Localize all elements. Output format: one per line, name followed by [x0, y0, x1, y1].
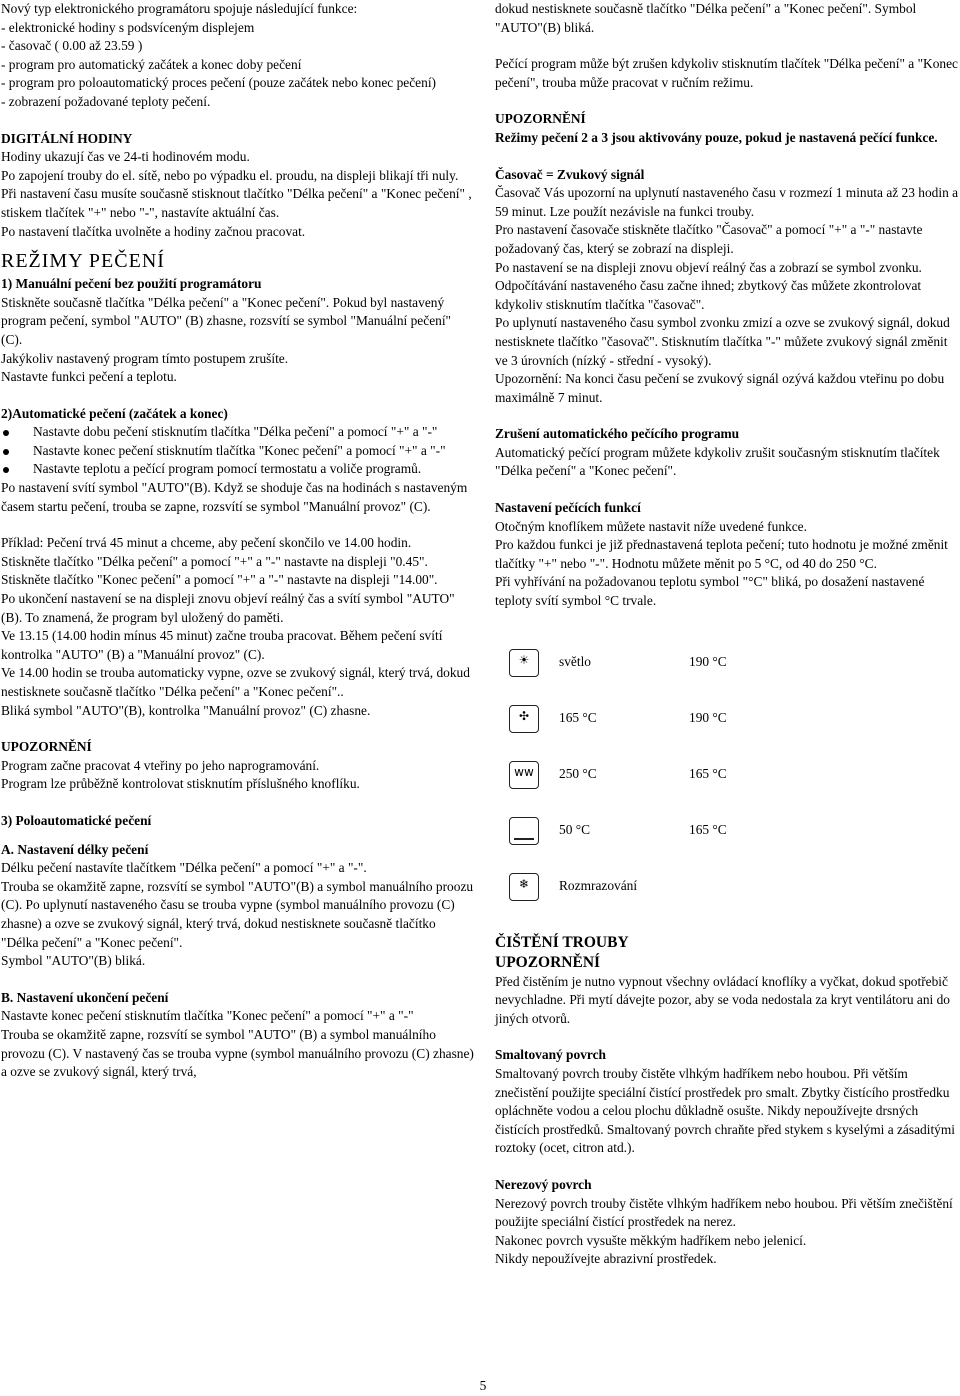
cancel-note-paragraph: Pečící program může být zrušen kdykoliv stisknutím tlačítek "Délka pečení" a "Konec pečení", trouba může pracovat v ručním režimu.	[495, 56, 958, 90]
manual-paragraph: Stiskněte současně tlačítka "Délka pečení" a "Konec pečení". Pokud byl nastavený program pečení, symbol "AUTO" (B) zhasne, rozsvítí se symbol "Manuální pečení" (C).	[1, 294, 452, 347]
timer-paragraph: Po nastavení se na displeji znovu objeví reálný čas a zobrazí se symbol zvonku.	[495, 259, 922, 275]
semi-auto-title: 3) Poloautomatické pečení	[1, 812, 152, 828]
intro-line: - program pro poloautomatický proces pečení (pouze začátek nebo konec pečení)	[1, 75, 436, 91]
timer-title: Časovač = Zvukový signál	[495, 166, 645, 182]
end-time-paragraph: Nastavte konec pečení stisknutím tlačítka "Konec pečení" a pomocí "+" a "-"	[1, 1008, 414, 1024]
intro-line: Nový typ elektronického programátoru spojuje následující funkce:	[1, 1, 358, 16]
example-paragraph: Po ukončení nastavení se na displeji znovu objeví reálný čas a svítí symbol "AUTO"(B). To znamená, že program byl uložený do paměti.	[1, 591, 455, 625]
manual-title: 1) Manuální pečení bez použití programátoru	[1, 276, 262, 292]
function-name: světlo	[559, 654, 591, 670]
timer-paragraph: Časovač Vás upozorní na uplynutí nastaveného času v rozmezí 1 minuta až 23 hodin a 59 minut. Lze použít nezávisle na funkci trouby.	[495, 185, 959, 219]
clock-heading: DIGITÁLNÍ HODINY	[1, 130, 133, 146]
example-paragraph: Stiskněte tlačítko "Konec pečení" a pomocí "+" a "-" nastavte na displeji "14.00".	[1, 572, 438, 588]
right-column	[495, 0, 959, 1269]
function-name: Rozmrazování	[559, 878, 638, 894]
function-temperature: 165 °C	[689, 822, 727, 838]
auto-paragraph: Po nastavení svítí symbol "AUTO"(B). Když se shoduje čas na hodinách s nastaveným časem startu pečení, trouba se zapne, rozsvítí se symbol "Manuální provoz" (C).	[1, 480, 468, 514]
light-icon: ☀	[509, 649, 539, 677]
clock-paragraph: Hodiny ukazují čas ve 24-ti hodinovém modu.	[1, 149, 250, 165]
intro-line: - časovač ( 0.00 až 23.59 )	[1, 38, 143, 54]
warning-title: UPOZORNĚNÍ	[495, 111, 586, 127]
duration-paragraph: Symbol "AUTO"(B) bliká.	[1, 953, 146, 969]
intro-line: - zobrazení požadované teploty pečení.	[1, 93, 211, 109]
left-column	[1, 0, 475, 1082]
timer-paragraph: Po uplynutí nastaveného času symbol zvonku zmizí a ozve se zvukový signál, dokud nestisknete tlačítko "časovač". Stisknutím tlačítka "-" můžete zvukový signál změnit ve 3 úrovních (nízký - střední - vysoký).	[495, 315, 950, 368]
timer-paragraph: Odpočítávání nastaveného času začne ihned; zbytkový čas můžete zkontrolovat kdykoliv stisknutím tlačítka "časovač".	[495, 278, 922, 312]
intro-line: - program pro automatický začátek a konec doby pečení	[1, 56, 302, 72]
auto-steps-list	[1, 423, 475, 479]
enamel-paragraph: Smaltovaný povrch trouby čistěte vlhkým hadříkem nebo houbou. Při větším znečistění použijte speciální čistící prostředek pro smalt. Zbytky čistícího prostředku opláchněte vodou a celou plochu důkladně osušte. Nikdy nepoužívejte drsných čistících prostředků. Smaltovaný povrch chraňte před stykem s kyselými a zásaditými roztoky (ocet, citron atd.).	[495, 1066, 956, 1156]
end-time-paragraph: Trouba se okamžitě zapne, rozsvítí se symbol "AUTO" (B) a symbol manuálního provozu (C). V nastavený čas se trouba vypne (symbol manuálního provozu (C) zhasne) a ozve se zvukový signál, který trvá,	[1, 1026, 474, 1080]
functions-paragraph: Při vyhřívání na požadovanou teplotu symbol "°C" bliká, po dosažení nastavené teploty svítí symbol °C trvale.	[495, 574, 925, 609]
cancel-program-title: Zrušení automatického pečícího programu	[495, 426, 740, 442]
defrost-icon: ❄	[509, 873, 539, 901]
warning-title: UPOZORNĚNÍ	[1, 739, 92, 755]
oven-function-row	[509, 691, 959, 747]
manual-paragraph: Nastavte funkci pečení a teplotu.	[1, 369, 177, 385]
continued-paragraph: dokud nestisknete současně tlačítko "Délka pečení" a "Konec pečení". Symbol "AUTO"(B) bliká.	[495, 1, 917, 35]
oven-function-row	[509, 635, 959, 691]
clock-paragraph: Po zapojení trouby do el. sítě, nebo po výpadku el. proudu, na displeji blikají tři nuly.	[1, 167, 459, 183]
timer-paragraph: Upozornění: Na konci času pečení se zvukový signál ozývá každou vteřinu po dobu maximálně 7 minut.	[495, 371, 945, 405]
function-temperature: 190 °C	[689, 654, 727, 670]
warning-paragraph: Program lze průběžně kontrolovat stisknutím příslušného knoflíku.	[1, 776, 360, 792]
function-name: 165 °C	[559, 710, 597, 726]
stainless-paragraph: Nerezový povrch trouby čistěte vlhkým hadříkem nebo houbou. Při větším znečištění použijte speciální čistící prostředek na nerez.	[495, 1195, 953, 1230]
stainless-paragraph: Nikdy nepoužívejte abrazivní prostředek.	[495, 1251, 717, 1267]
cancel-program-paragraph: Automatický pečící program můžete kdykoliv zrušit současným stisknutím tlačítek "Délka pečení" a "Konec pečení".	[495, 444, 940, 479]
manual-paragraph: Jakýkoliv nastavený program tímto postupem zrušíte.	[1, 350, 289, 366]
bottom-heat-icon	[509, 817, 539, 845]
oven-function-row	[509, 747, 959, 803]
modes-heading: REŽIMY PEČENÍ	[1, 250, 165, 273]
function-temperature: 165 °C	[689, 766, 727, 782]
list-item: Nastavte dobu pečení stisknutím tlačítka "Délka pečení" a pomocí "+" a "-"	[1, 423, 475, 442]
list-item: Nastavte teplotu a pečící program pomocí termostatu a voliče programů.	[1, 460, 475, 479]
page-number: 5	[479, 1378, 487, 1393]
function-temperature: 190 °C	[689, 710, 727, 726]
intro-line: - elektronické hodiny s podsvíceným displejem	[1, 19, 255, 35]
function-name: 50 °C	[559, 822, 591, 838]
cleaning-warning: UPOZORNĚNÍ	[495, 953, 601, 971]
example-paragraph: Příklad: Pečení trvá 45 minut a chceme, aby pečení skončilo ve 14.00 hodin.	[1, 535, 412, 551]
functions-title: Nastavení pečících funkcí	[495, 500, 641, 516]
example-paragraph: Bliká symbol "AUTO"(B), kontrolka "Manuální provoz" (C) zhasne.	[1, 702, 371, 718]
duration-paragraph: Délku pečení nastavíte tlačítkem "Délka pečení" a pomocí "+" a "-".	[1, 860, 367, 876]
functions-paragraph: Pro každou funkci je již přednastavená teplota pečení; tuto hodnotu je možné změnit tlačítky "+" nebo "-". Hodnotu můžete měnit po 5 °C, od 40 do 250 °C.	[495, 537, 948, 571]
stainless-title: Nerezový povrch	[495, 1176, 592, 1192]
example-paragraph: Ve 13.15 (14.00 hodin mínus 45 minut) začne trouba pracovat. Během pečení svítí kontrolka "AUTO" (B) a "Manuální provoz" (C).	[1, 628, 443, 662]
clock-paragraph: Po nastavení tlačítka uvolněte a hodiny začnou pracovat.	[1, 223, 306, 239]
duration-paragraph: Trouba se okamžitě zapne, rozsvítí se symbol "AUTO"(B) a symbol manuálního proozu (C). Po uplynutí nastaveného času se trouba vypne (symbol manuálního provozu (C) zhasne) a ozve se zvukový signál, který trvá, dokud nestisknete současně tlačítko "Délka pečení" a "Konec pečení".	[1, 878, 474, 950]
auto-title: 2)Automatické pečení (začátek a konec)	[1, 405, 228, 421]
list-item: Nastavte konec pečení stisknutím tlačítka "Konec pečení" a pomocí "+" a "-"	[1, 442, 475, 461]
enamel-title: Smaltovaný povrch	[495, 1047, 606, 1063]
warning-paragraph: Program začne pracovat 4 vteřiny po jeho naprogramování.	[1, 757, 320, 773]
grill-icon: ᴡᴡ	[509, 761, 539, 789]
clock-paragraph: Při nastavení času musíte současně stisknout tlačítko "Délka pečení" a "Konec pečení" , stiskem tlačítek "+" nebo "-", nastavíte aktuální čas.	[1, 186, 472, 220]
stainless-paragraph: Nakonec povrch vysušte měkkým hadříkem nebo jelenicí.	[495, 1232, 807, 1248]
duration-title: A. Nastavení délky pečení	[1, 841, 149, 857]
end-time-title: B. Nastavení ukončení pečení	[1, 989, 169, 1005]
oven-functions-table	[509, 635, 959, 915]
cleaning-paragraph: Před čistěním je nutno vypnout všechny ovládací knoflíky a vyčkat, dokud spotřebič nevychladne. Při mytí dávejte pozor, aby se voda nedostala za kryt ventilátoru ani do jiných otvorů.	[495, 973, 950, 1026]
functions-paragraph: Otočným knoflíkem můžete nastavit níže uvedené funkce.	[495, 518, 807, 534]
example-paragraph: Ve 14.00 hodin se trouba automaticky vypne, ozve se zvukový signál, který trvá, dokud nestisknete současně tlačítko "Délka pečení" a "Konec pečení"..	[1, 665, 470, 699]
example-paragraph: Stiskněte tlačítko "Délka pečení" a pomocí "+" a "-" nastavte na displeji "0.45".	[1, 553, 428, 569]
fan-icon: ✣	[509, 705, 539, 733]
function-name: 250 °C	[559, 766, 597, 782]
timer-paragraph: Pro nastavení časovače stiskněte tlačítko "Časovač" a pomocí "+" a "-" nastavte požadovaný čas, který se zobrazí na displeji.	[495, 222, 923, 256]
warning-paragraph: Režimy pečení 2 a 3 jsou aktivovány pouze, pokud je nastavená pečící funkce.	[495, 129, 938, 145]
oven-function-row	[509, 859, 959, 915]
oven-function-row	[509, 803, 959, 859]
cleaning-title: ČIŠTĚNÍ TROUBY	[495, 933, 629, 951]
